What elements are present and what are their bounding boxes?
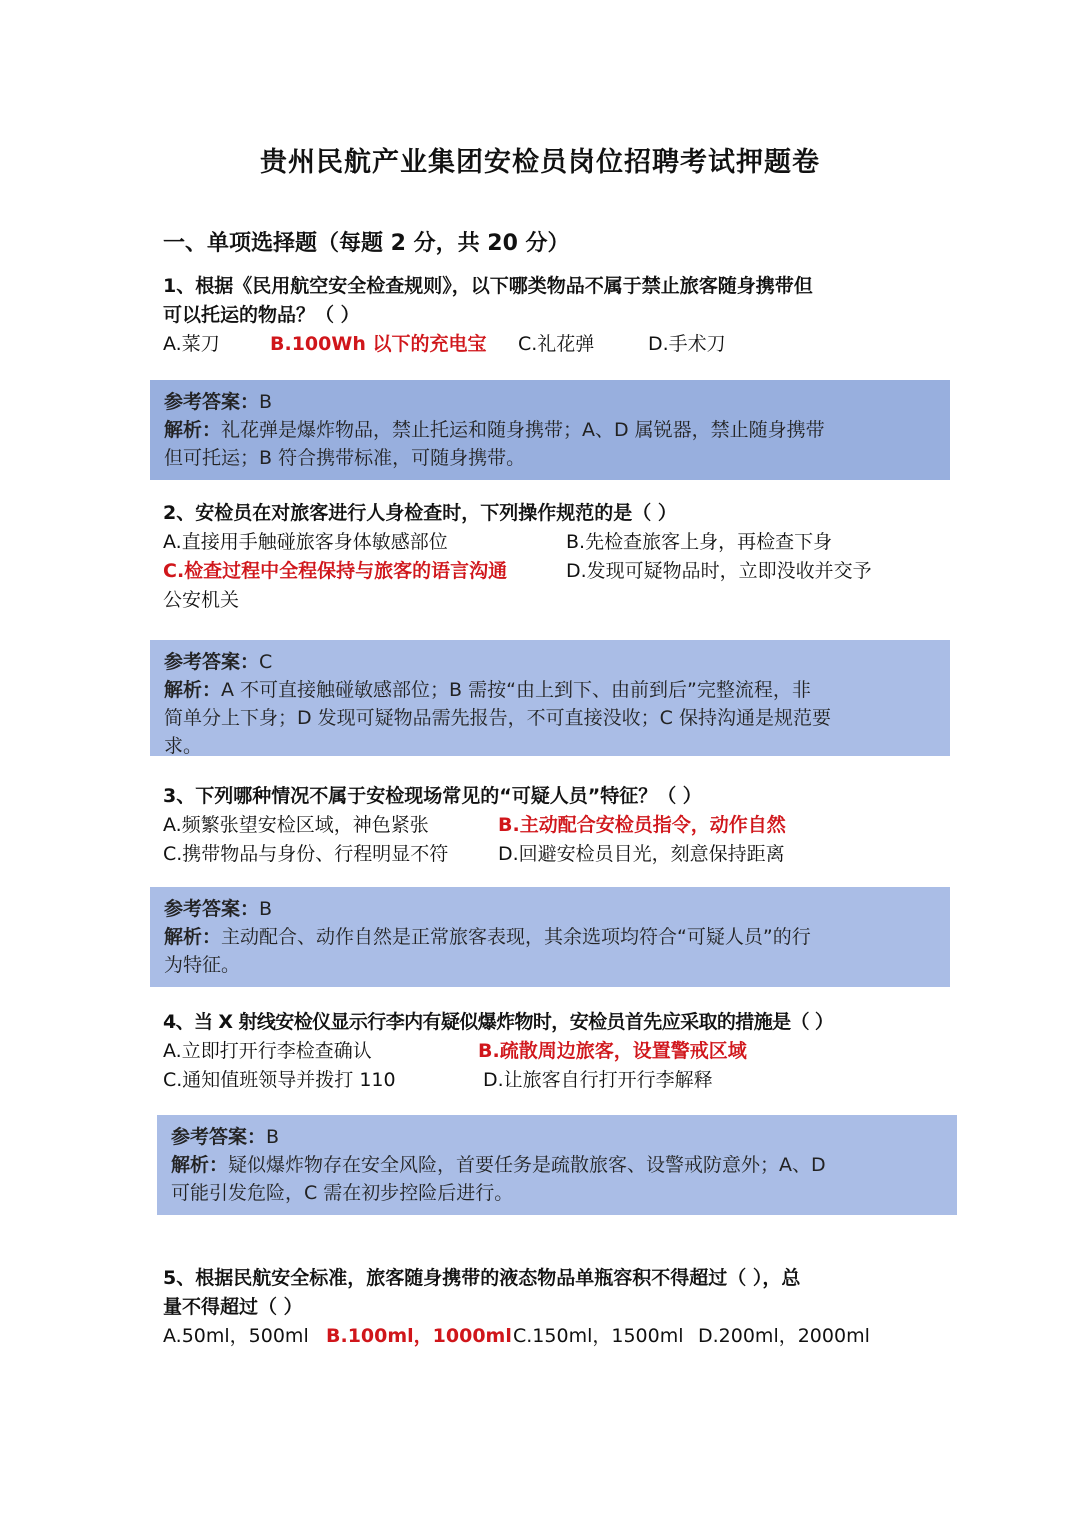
answer-box-1 xyxy=(150,380,950,480)
question-2-options-row-2 xyxy=(163,557,933,586)
question-2 xyxy=(163,499,933,615)
analysis-line-2: 但可托运；B 符合携带标准，可随身携带。 xyxy=(164,447,526,469)
answer-label: 参考答案： xyxy=(164,391,260,413)
question-5-options xyxy=(163,1322,933,1351)
answer-value: C xyxy=(259,651,273,673)
question-5 xyxy=(163,1264,933,1351)
option-c-correct: C.检查过程中全程保持与旅客的语言沟通 xyxy=(163,560,508,582)
option-a: A.直接用手触碰旅客身体敏感部位 xyxy=(163,531,448,553)
analysis-label: 解析： xyxy=(164,679,222,701)
analysis-line-1: 礼花弹是爆炸物品，禁止托运和随身携带；A、D 属锐器，禁止随身携带 xyxy=(221,419,825,441)
question-1-stem-line-2: 可以托运的物品？（ ） xyxy=(163,304,360,326)
analysis-line-1: 疑似爆炸物存在安全风险，首要任务是疏散旅客、设警戒防意外；A、D xyxy=(228,1154,826,1176)
option-b-correct: B.100Wh 以下的充电宝 xyxy=(270,333,487,355)
analysis-label: 解析： xyxy=(164,926,222,948)
question-3-options-row-1 xyxy=(163,811,933,840)
option-d: D.回避安检员目光，刻意保持距离 xyxy=(498,843,785,865)
question-4-options-row-1 xyxy=(163,1037,933,1066)
option-c: C.150ml，1500ml xyxy=(513,1325,684,1347)
question-4-options-row-2 xyxy=(163,1066,933,1095)
answer-value: B xyxy=(259,898,273,920)
question-1 xyxy=(163,272,933,359)
question-3-options-row-2 xyxy=(163,840,933,869)
question-4-stem: 4、当 X 射线安检仪显示行李内有疑似爆炸物时，安检员首先应采取的措施是（ ） xyxy=(163,1011,834,1033)
option-d-continued: 公安机关 xyxy=(163,589,240,611)
section-heading: 一、单项选择题（每题 2 分，共 20 分） xyxy=(163,231,570,256)
answer-label: 参考答案： xyxy=(171,1126,267,1148)
option-c: C.携带物品与身份、行程明显不符 xyxy=(163,843,449,865)
question-3 xyxy=(163,782,933,869)
question-2-stem: 2、安检员在对旅客进行人身检查时，下列操作规范的是（ ） xyxy=(163,502,677,524)
analysis-label: 解析： xyxy=(171,1154,229,1176)
option-a: A.立即打开行李检查确认 xyxy=(163,1040,372,1062)
option-d: D.发现可疑物品时，立即没收并交予 xyxy=(566,560,872,582)
question-5-stem-line-1: 5、根据民航安全标准，旅客随身携带的液态物品单瓶容积不得超过（ ），总 xyxy=(163,1267,801,1289)
analysis-label: 解析： xyxy=(164,419,222,441)
analysis-line-1: 主动配合、动作自然是正常旅客表现，其余选项均符合“可疑人员”的行 xyxy=(221,926,811,948)
option-d: D.让旅客自行打开行李解释 xyxy=(483,1069,713,1091)
answer-value: B xyxy=(259,391,273,413)
analysis-line-3: 求。 xyxy=(164,735,203,757)
option-b-correct: B.主动配合安检员指令，动作自然 xyxy=(498,814,786,836)
option-a: A.50ml，500ml xyxy=(163,1325,309,1347)
option-b-correct: B.疏散周边旅客，设置警戒区域 xyxy=(478,1040,747,1062)
option-d: D.手术刀 xyxy=(648,333,726,355)
question-2-options-row-1 xyxy=(163,528,933,557)
option-b-correct: B.100ml，1000ml xyxy=(326,1325,512,1347)
option-c: C.礼花弹 xyxy=(518,333,595,355)
analysis-line-2: 简单分上下身；D 发现可疑物品需先报告，不可直接没收；C 保持沟通是规范要 xyxy=(164,707,831,729)
analysis-line-2: 可能引发危险，C 需在初步控险后进行。 xyxy=(171,1182,514,1204)
page-title: 贵州民航产业集团安检员岗位招聘考试押题卷 xyxy=(260,147,820,178)
question-5-stem-line-2: 量不得超过（ ） xyxy=(163,1296,303,1318)
option-c: C.通知值班领导并拨打 110 xyxy=(163,1069,396,1091)
option-d: D.200ml，2000ml xyxy=(698,1325,870,1347)
answer-label: 参考答案： xyxy=(164,898,260,920)
question-1-options xyxy=(163,330,933,359)
answer-box-2 xyxy=(150,640,950,756)
answer-value: B xyxy=(266,1126,280,1148)
analysis-line-1: A 不可直接触碰敏感部位；B 需按“由上到下、由前到后”完整流程，非 xyxy=(221,679,811,701)
option-b: B.先检查旅客上身，再检查下身 xyxy=(566,531,833,553)
question-3-stem: 3、下列哪种情况不属于安检现场常见的“可疑人员”特征？（ ） xyxy=(163,785,702,807)
answer-box-3 xyxy=(150,887,950,987)
question-4 xyxy=(163,1008,933,1095)
option-a: A.菜刀 xyxy=(163,333,220,355)
answer-label: 参考答案： xyxy=(164,651,260,673)
option-a: A.频繁张望安检区域，神色紧张 xyxy=(163,814,429,836)
analysis-line-2: 为特征。 xyxy=(164,954,241,976)
answer-box-4 xyxy=(157,1115,957,1215)
question-1-stem-line-1: 1、根据《民用航空安全检查规则》，以下哪类物品不属于禁止旅客随身携带但 xyxy=(163,275,813,297)
